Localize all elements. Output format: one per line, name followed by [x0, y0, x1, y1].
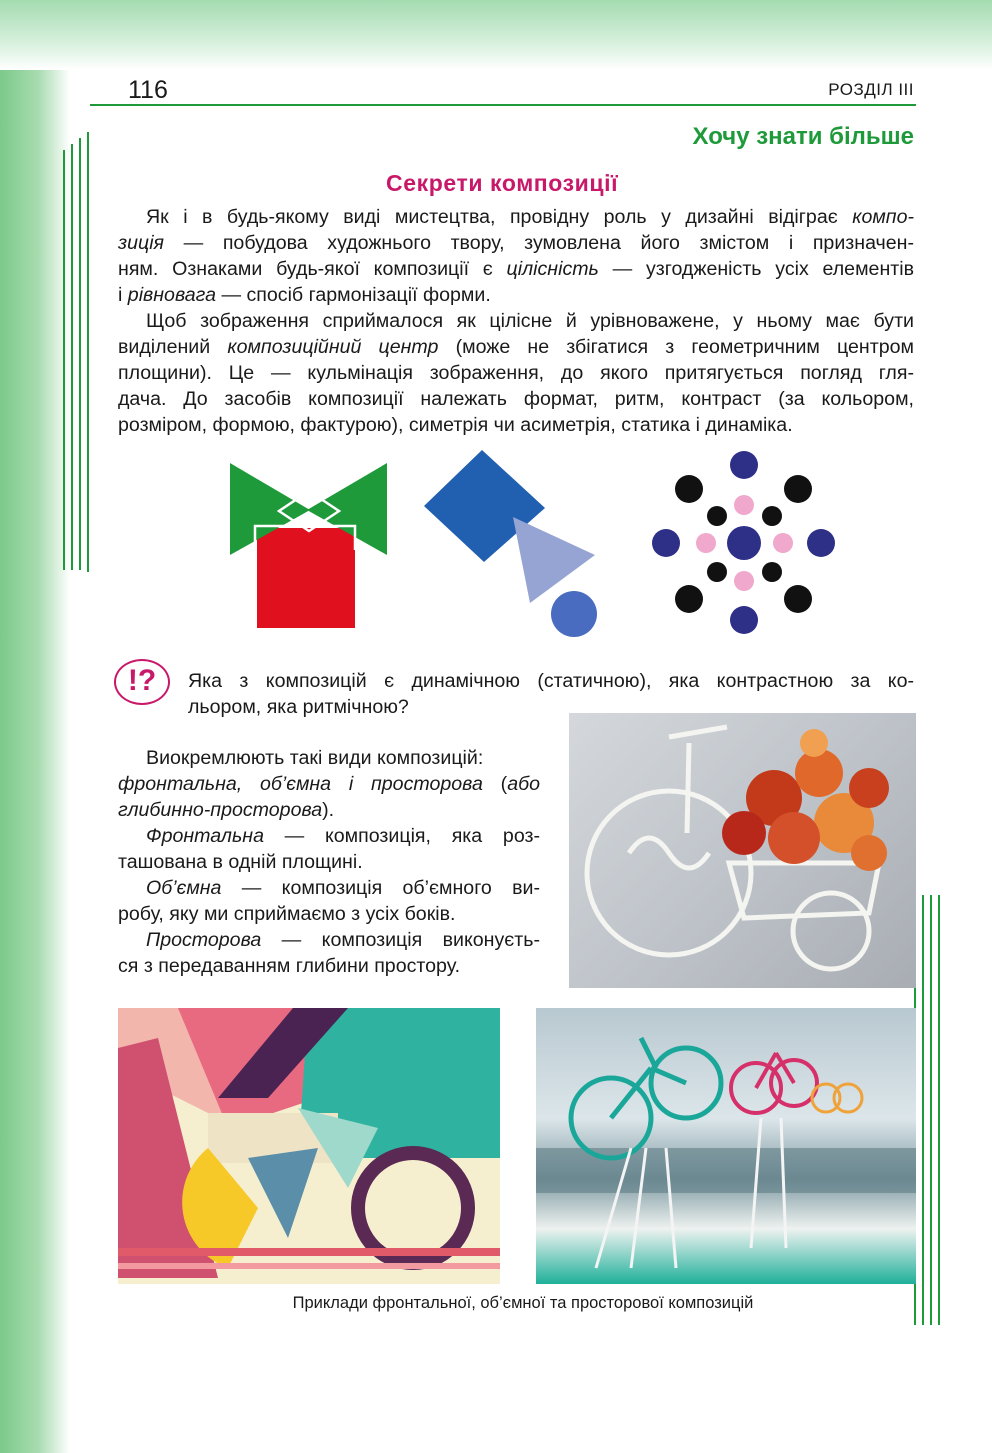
paragraph-composition-center: Щоб зображення сприймалося як цілісне й урівноважене, у ньому має бути виділений композиційний центр (може не збігатися з геометричним центром площини). Це — кульмінація зображення, до якого притягується погляд гля- дача. До засобів композиції належать формат, ритм, контраст (за кольором, розміром, формою, фактурою), симетрія чи асиметрія, статика і динаміка.: [118, 310, 914, 436]
paragraph-composition-types: Виокремлюють такі види композицій: фронтальна, об’ємна і просторова (або глибинно-просторова). Фронтальна — композиція, яка роз- ташована в одній площині. Об’ємна — композиція об’ємного ви- робу, яку ми сприймаємо з усіх боків. Просторова — композиція виконуєть- ся з передаванням глибини простору.: [118, 747, 541, 977]
bicycle-stand-illustration: [569, 713, 916, 988]
paragraph-composition: Як і в будь-якому виді мистецтва, провідну роль у дизайні відіграє компо- зиція — побудова художнього твору, зумовлена його змістом і призначен- ням. Ознаками будь-якої композиції є цілісність — узгодженість усіх елементів і рівновага — спосіб гармонізації форми.: [118, 206, 915, 306]
question-text: Яка з композицій є динамічною (статичною), яка контрастною за ко- льором, яка ритмічною?: [188, 670, 914, 718]
section-label: РОЗДІЛ III: [828, 80, 914, 99]
sidebar-strip: [79, 138, 81, 570]
sidebar-strip: [71, 144, 73, 570]
sidebar-strip: [63, 150, 65, 570]
dot-black-inner-tr: [762, 506, 782, 526]
sidebar-strip: [938, 895, 940, 1325]
spatial-bicycles-illustration: [536, 1008, 916, 1284]
dot-pink-top: [734, 495, 754, 515]
page-top-decoration: [0, 0, 992, 70]
frontal-cyclist-illustration: [118, 1008, 500, 1284]
page-heading: Хочу знати більше: [692, 123, 914, 150]
dot-black-inner-tl: [707, 506, 727, 526]
sidebar-strip: [87, 132, 89, 572]
sidebar-strip: [922, 895, 924, 1325]
dot-navy-top: [730, 451, 758, 479]
lightblue-triangle-shape: [513, 517, 595, 603]
question-icon: !?: [114, 659, 170, 705]
page-margin-decoration: [0, 0, 70, 1453]
page-number: 116: [128, 76, 168, 104]
dot-black-inner-br: [762, 562, 782, 582]
sidebar-strip: [930, 895, 932, 1325]
composition-dots-rhythmic: [645, 448, 845, 638]
dot-pink-bottom: [734, 571, 754, 591]
dot-navy-bottom: [730, 606, 758, 634]
dot-black-outer-br: [784, 585, 812, 613]
figure-caption: Приклади фронтальної, об’ємної та просторової композицій: [292, 1294, 754, 1312]
section-subheading: Секрети композиції: [386, 170, 619, 196]
dot-navy-right: [807, 529, 835, 557]
composition-shapes-dynamic: [418, 450, 608, 640]
dot-pink-left: [696, 533, 716, 553]
photo-spatial-bicycles: [536, 1008, 916, 1284]
dot-pink-right: [773, 533, 793, 553]
dot-black-outer-tr: [784, 475, 812, 503]
header-divider: [90, 104, 916, 106]
dot-black-outer-bl: [675, 585, 703, 613]
photo-bicycle-flower-stand: [569, 713, 916, 988]
dot-black-outer-tl: [675, 475, 703, 503]
dot-navy-left: [652, 529, 680, 557]
dot-navy-center: [727, 526, 761, 560]
composition-shapes-static: [225, 455, 395, 633]
blue-circle-shape: [551, 591, 597, 637]
dot-black-inner-bl: [707, 562, 727, 582]
image-frontal-composition: [118, 1008, 500, 1284]
red-square-shape: [257, 528, 355, 628]
